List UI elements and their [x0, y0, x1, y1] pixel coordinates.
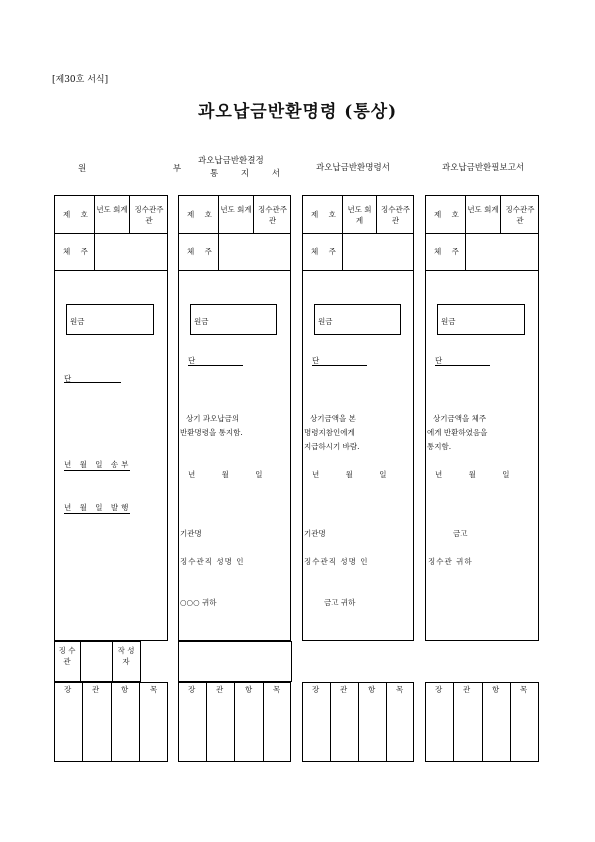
- col3-no-label: 제 호: [311, 210, 340, 219]
- col1-amount-label: 원금: [70, 317, 85, 326]
- col3-officer-label: 징수관주 관: [381, 205, 410, 225]
- col4-code-jang: 장: [435, 685, 443, 694]
- col2-code-hang: 항: [245, 685, 253, 694]
- col4-bank-label: 금고: [453, 529, 468, 538]
- col1-code-mok: 목: [150, 685, 158, 694]
- col4-body-line3: 통지함.: [427, 442, 452, 451]
- col3-year-label: 년도 회계: [347, 205, 372, 225]
- col3-unit-label: 단: [312, 356, 320, 365]
- col1-frame: [54, 195, 168, 641]
- col4-date-label: 년 월 일: [435, 470, 522, 479]
- col1-year-label: 년도 회계: [96, 205, 128, 214]
- col2-header-line2: 통 지 서: [210, 169, 291, 179]
- col4-addressee-label: 징수관 귀하: [428, 557, 473, 566]
- col2-agency-label: 기관명: [180, 529, 202, 538]
- col4-header: 과오납금반환필보고서: [442, 163, 525, 173]
- col1-sig-writer: 작 성 자: [117, 646, 135, 666]
- col4-code-gwan: 관: [463, 685, 471, 694]
- col2-payer-label: 체 주: [187, 247, 216, 256]
- col1-code-jang: 장: [64, 685, 72, 694]
- col3-code-mok: 목: [396, 685, 404, 694]
- col1-sig-officer: 징 수 관: [58, 646, 76, 666]
- col4-code-hang: 항: [492, 685, 500, 694]
- col2-officer-label: 징수관주 관: [258, 205, 287, 225]
- col2-code-jang: 장: [188, 685, 196, 694]
- col1-code-gwan: 관: [92, 685, 100, 694]
- col3-code-hang: 항: [368, 685, 376, 694]
- col1-officer-label: 징수관주 관: [134, 205, 164, 225]
- col2-code-mok: 목: [273, 685, 281, 694]
- form-number-label: [제30호 서식]: [52, 75, 109, 85]
- col3-payer-label: 체 주: [311, 247, 340, 256]
- col2-addressee-label: ○○○ 귀하: [180, 598, 217, 607]
- col3-body-line2: 명령지참인에게: [304, 428, 355, 437]
- col1-unit-label: 단: [64, 374, 72, 383]
- col1-header: 원 부: [78, 164, 224, 174]
- page-title: 과오납금반환명령 (통상): [198, 102, 398, 122]
- col3-signer-label: 징수관직 성명 인: [304, 557, 369, 566]
- col4-year-label: 년도 회계: [467, 205, 499, 214]
- col4-no-label: 제 호: [434, 210, 463, 219]
- col1-code-hang: 항: [121, 685, 129, 694]
- col2-code-gwan: 관: [216, 685, 224, 694]
- col2-unit-label: 단: [188, 356, 196, 365]
- col4-unit-label: 단: [435, 356, 443, 365]
- col1-issue-label: 년 월 일 발행: [64, 503, 132, 512]
- col4-payer-label: 체 주: [434, 247, 463, 256]
- col2-no-label: 제 호: [187, 210, 216, 219]
- col3-header: 과오납금반환명령서: [316, 163, 390, 173]
- col2-signer-label: 징수관직 성명 인: [180, 557, 245, 566]
- col3-body-line1: 상기금액을 본: [310, 414, 356, 423]
- col4-officer-label: 징수관주 관: [505, 205, 535, 225]
- col4-body-line2: 에게 반환하였음을: [427, 428, 488, 437]
- col3-code-gwan: 관: [340, 685, 348, 694]
- col3-addressee-label: 금고 귀하: [324, 598, 356, 607]
- col2-header-line1: 과오납금반환결정: [198, 156, 264, 166]
- col2-date-label: 년 월 일: [188, 470, 275, 479]
- col1-payer-label: 체 주: [63, 247, 92, 256]
- col4-body-line1: 상기금액을 체주: [433, 414, 487, 423]
- col1-send-label: 년 월 일 송부: [64, 460, 132, 469]
- col2-amount-label: 원금: [194, 317, 209, 326]
- col3-body-line3: 지급하시기 바람.: [304, 442, 360, 451]
- col2-year-label: 년도 회계: [220, 205, 252, 214]
- col2-body-line1: 상기 과오납금의: [186, 414, 240, 423]
- col1-no-label: 제 호: [63, 210, 92, 219]
- col2-blank-box: [178, 641, 292, 682]
- col4-code-mok: 목: [520, 685, 528, 694]
- col3-agency-label: 기관명: [304, 529, 326, 538]
- col3-date-label: 년 월 일: [312, 470, 399, 479]
- col3-code-jang: 장: [312, 685, 320, 694]
- col3-amount-label: 원금: [318, 317, 333, 326]
- col2-body-line2: 반환명령을 통지함.: [180, 428, 243, 437]
- col4-amount-label: 원금: [441, 317, 456, 326]
